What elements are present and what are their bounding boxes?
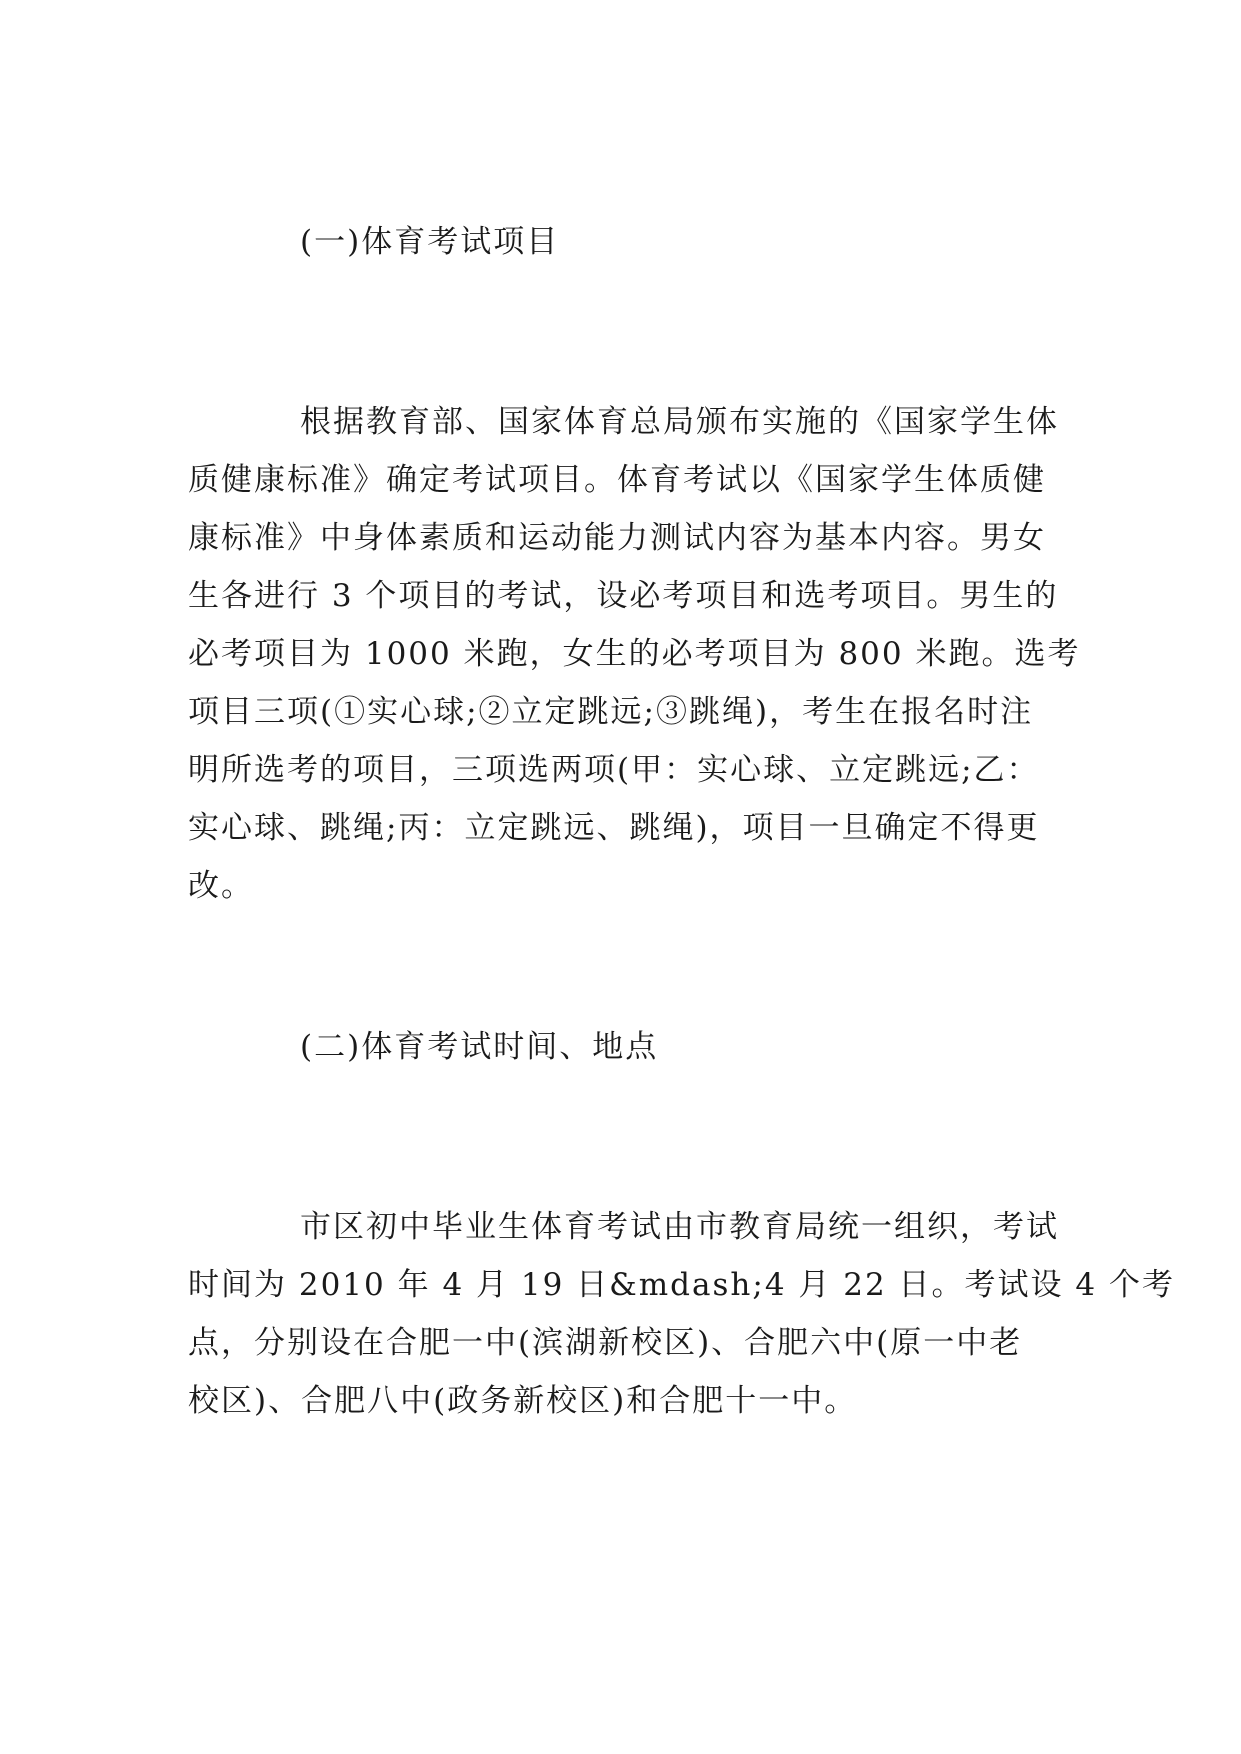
paragraph-line: 点，分别设在合肥一中(滨湖新校区)、合肥六中(原一中老 xyxy=(188,1325,1023,1361)
paragraph-line: 生各进行 3 个项目的考试，设必考项目和选考项目。男生的 xyxy=(188,578,1059,614)
paragraph-line: 必考项目为 1000 米跑，女生的必考项目为 800 米跑。选考 xyxy=(188,636,1081,672)
paragraph-line: 质健康标准》确定考试项目。体育考试以《国家学生体质健 xyxy=(188,462,1046,498)
paragraph-line: 时间为 2010 年 4 月 19 日&mdash;4 月 22 日。考试设 4 个考 xyxy=(188,1267,1175,1303)
paragraph-line: 实心球、跳绳;丙：立定跳远、跳绳)，项目一旦确定不得更 xyxy=(188,810,1040,846)
paragraph-line: 根据教育部、国家体育总局颁布实施的《国家学生体 xyxy=(300,404,1059,440)
paragraph-line: 校区)、合肥八中(政务新校区)和合肥十一中。 xyxy=(188,1383,858,1419)
paragraph-line: 明所选考的项目，三项选两项(甲：实心球、立定跳远;乙： xyxy=(188,752,1040,788)
paragraph-sports-items xyxy=(188,393,1081,915)
paragraph-line: 康标准》中身体素质和运动能力测试内容为基本内容。男女 xyxy=(188,520,1046,556)
paragraph-time-location xyxy=(188,1198,1175,1430)
paragraph-line: 改。 xyxy=(188,868,254,904)
paragraph-line: 项目三项(①实心球;②立定跳远;③跳绳)，考生在报名时注 xyxy=(188,694,1034,730)
section-heading-sports-items: (一)体育考试项目 xyxy=(300,224,560,260)
paragraph-line: 市区初中毕业生体育考试由市教育局统一组织，考试 xyxy=(300,1209,1059,1245)
section-heading-time-location: (二)体育考试时间、地点 xyxy=(300,1029,659,1065)
